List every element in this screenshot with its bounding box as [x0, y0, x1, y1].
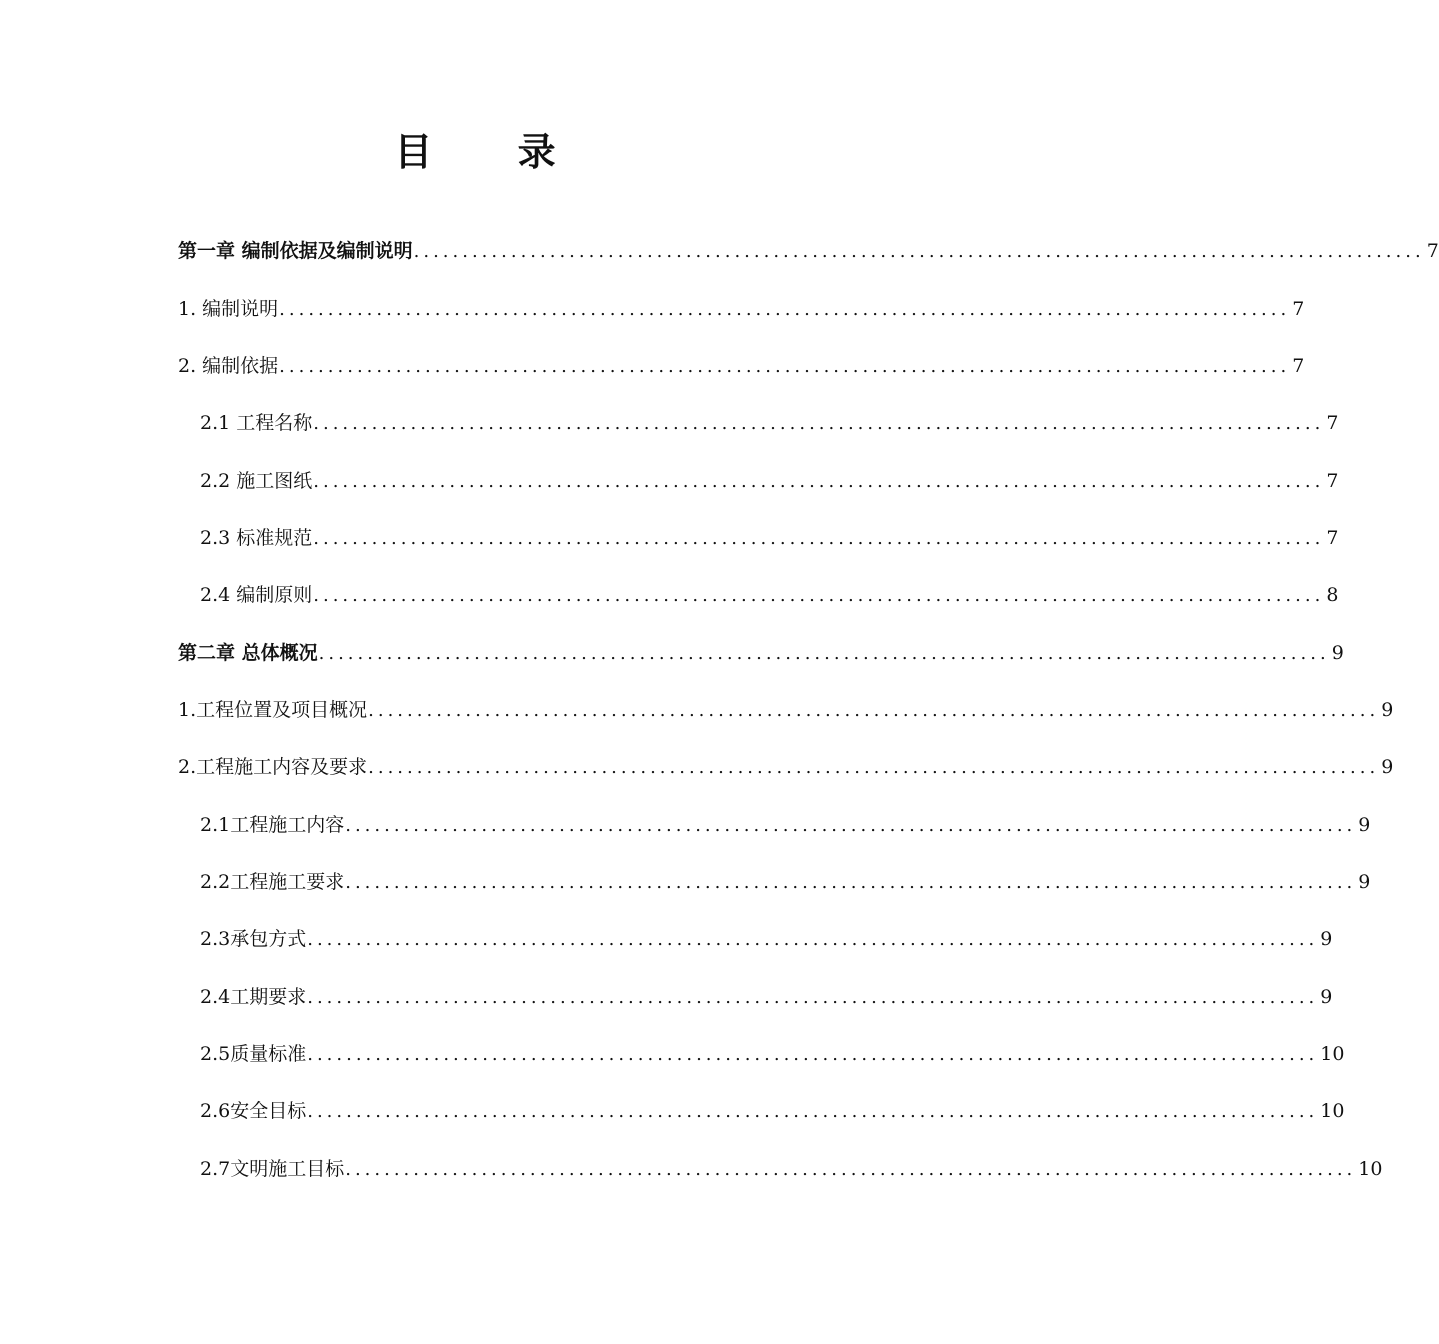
toc-entry-label: 第二章 总体概况	[178, 642, 318, 664]
toc-entry-page: 7	[1292, 355, 1305, 377]
toc-entry-2-2[interactable]	[200, 466, 1339, 496]
toc-entry-2-1[interactable]	[200, 408, 1339, 438]
toc-entry-page: 8	[1326, 584, 1339, 606]
toc-entry-page: 9	[1320, 928, 1333, 950]
toc-entry-page: 10	[1320, 1043, 1345, 1065]
toc-entry-2-4[interactable]	[200, 580, 1339, 610]
toc-entry-page: 9	[1358, 871, 1371, 893]
dot-leader: ........................................................................................................	[368, 757, 1380, 778]
toc-entry-page: 7	[1326, 470, 1339, 492]
dot-leader: ........................................................................................................	[313, 471, 1325, 492]
toc-entry-label: 第一章 编制依据及编制说明	[178, 240, 413, 262]
toc-entry-ch2-2-4[interactable]	[200, 982, 1333, 1012]
toc-entry-page: 9	[1320, 986, 1333, 1008]
dot-leader: ........................................................................................................	[345, 815, 1357, 836]
dot-leader: ........................................................................................................	[345, 1159, 1357, 1180]
toc-entry-label: 2.2 施工图纸	[200, 470, 313, 492]
toc-entry-page: 7	[1426, 240, 1439, 262]
dot-leader: ........................................................................................................	[313, 413, 1325, 434]
toc-entry-page: 7	[1326, 412, 1339, 434]
toc-entry-ch2-2-2[interactable]	[200, 867, 1371, 897]
dot-leader: ........................................................................................................	[368, 700, 1380, 721]
toc-entry-page: 10	[1320, 1100, 1345, 1122]
toc-entry-label: 2.5质量标准	[200, 1043, 307, 1065]
dot-leader: ........................................................................................................	[279, 299, 1291, 320]
toc-entry-ch2-2-6[interactable]	[200, 1096, 1345, 1126]
toc-entry-ch2-2[interactable]	[178, 752, 1394, 782]
toc-entry-page: 9	[1358, 814, 1371, 836]
toc-entry-label: 2.4 编制原则	[200, 584, 313, 606]
toc-entry-page: 10	[1358, 1158, 1383, 1180]
toc-entry-chapter-2[interactable]	[178, 638, 1344, 668]
toc-entry-chapter-1[interactable]	[178, 236, 1439, 266]
toc-entry-page: 7	[1326, 527, 1339, 549]
dot-leader: ........................................................................................................	[318, 643, 1330, 664]
toc-entry-ch2-1[interactable]	[178, 695, 1394, 725]
dot-leader: ........................................................................................................	[307, 987, 1319, 1008]
toc-entry-label: 2.1工程施工内容	[200, 814, 345, 836]
toc-entry-label: 2.2工程施工要求	[200, 871, 345, 893]
dot-leader: ........................................................................................................	[279, 356, 1291, 377]
toc-entry-label: 1. 编制说明	[178, 298, 279, 320]
toc-entry-label: 2.3 标准规范	[200, 527, 313, 549]
dot-leader: ........................................................................................................	[345, 872, 1357, 893]
toc-entry-page: 9	[1331, 642, 1344, 664]
toc-entry-label: 2.7文明施工目标	[200, 1158, 345, 1180]
toc-entry-page: 9	[1381, 699, 1394, 721]
dot-leader: ........................................................................................................	[313, 528, 1325, 549]
toc-entry-1[interactable]	[178, 294, 1305, 324]
toc-entry-page: 7	[1292, 298, 1305, 320]
dot-leader: ........................................................................................................	[307, 929, 1319, 950]
toc-entry-label: 2.6安全目标	[200, 1100, 307, 1122]
toc-entry-ch2-2-3[interactable]	[200, 924, 1333, 954]
toc-entry-page: 9	[1381, 756, 1394, 778]
toc-title: 目 录	[394, 129, 592, 174]
toc-entry-label: 2.4工期要求	[200, 986, 307, 1008]
dot-leader: ........................................................................................................	[307, 1044, 1319, 1065]
dot-leader: ........................................................................................................	[307, 1101, 1319, 1122]
toc-entry-2-3[interactable]	[200, 523, 1339, 553]
toc-entry-label: 2.3承包方式	[200, 928, 307, 950]
toc-entry-label: 2. 编制依据	[178, 355, 279, 377]
toc-entry-label: 2.工程施工内容及要求	[178, 756, 368, 778]
toc-entry-2[interactable]	[178, 351, 1305, 381]
toc-entry-ch2-2-7[interactable]	[200, 1154, 1383, 1184]
toc-entry-label: 2.1 工程名称	[200, 412, 313, 434]
toc-entry-label: 1.工程位置及项目概况	[178, 699, 368, 721]
dot-leader: ........................................................................................................	[313, 585, 1325, 606]
toc-entry-ch2-2-5[interactable]	[200, 1039, 1345, 1069]
dot-leader: ........................................................................................................	[413, 241, 1425, 262]
toc-entry-ch2-2-1[interactable]	[200, 810, 1371, 840]
